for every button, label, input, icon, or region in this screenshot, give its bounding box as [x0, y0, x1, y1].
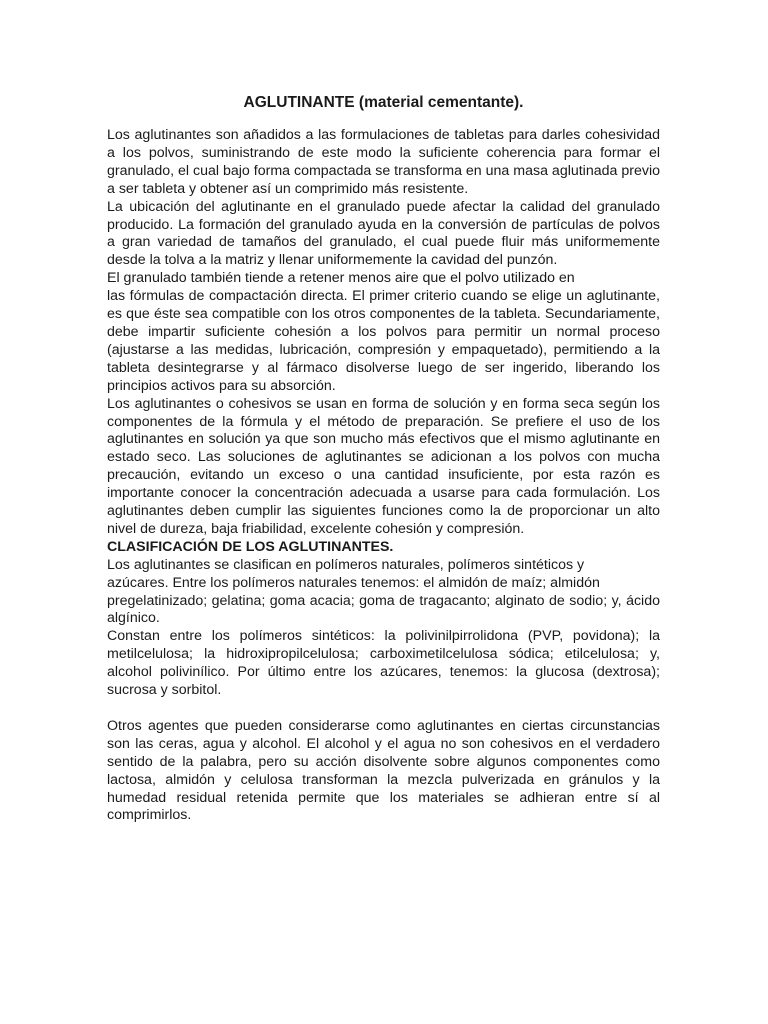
section-heading-clasificacion: CLASIFICACIÓN DE LOS AGLUTINANTES. — [107, 538, 394, 555]
paragraph-clasificacion-line1: Los aglutinantes se clasifican en polímeros naturales, polímeros sintéticos y — [107, 556, 585, 573]
paragraph-ubicacion: La ubicación del aglutinante en el granulado puede afectar la calidad del granulado producido. La formación del granulado ayuda en la conversión de partículas de polvos a gran variedad de tamaños del granulado, el cual puede fluir más uniformemente desde la tolva a la matriz y llenar uniformemente la cavidad del punzón. — [107, 198, 660, 269]
document-title: AGLUTINANTE (material cementante). — [243, 94, 524, 111]
paragraph-spacer — [107, 700, 660, 718]
paragraph-polimeros-naturales: pregelatinizado; gelatina; goma acacia; goma de tragacanto; alginato de sodio; y, ácido algínico. — [107, 592, 660, 627]
paragraph-granulado-line: El granulado también tiende a retener menos aire que el polvo utilizado en — [107, 270, 575, 287]
paragraph-criterio: las fórmulas de compactación directa. El primer criterio cuando se elige un aglutinante, es que éste sea compatible con los otros componentes de la tableta. Secundariamente, debe impartir suficiente cohesión a los polvos para permitir un normal proceso (ajustarse a las medidas, lubricación, compresión y empaquetado), permitiendo a la tableta desintegrarse y al fármaco disolverse luego de ser ingerido, liberando los principios activos para su absorción. — [107, 288, 660, 394]
paragraph-polimeros-sinteticos: Constan entre los polímeros sintéticos: la polivinilpirrolidona (PVP, povidona); la metilcelulosa; la hidroxipropilcelulosa; carboximetilcelulosa sódica; etilcelulosa; y, alcohol polivinílico. Por último entre los azúcares, tenemos: la glucosa (dextrosa); sucrosa y sorbitol. — [107, 628, 660, 699]
paragraph-clasificacion-line2: azúcares. Entre los polímeros naturales tenemos: el almidón de maíz; almidón — [107, 574, 600, 591]
paragraph-intro: Los aglutinantes son añadidos a las formulaciones de tabletas para darles cohesividad a los polvos, suministrando de este modo la suficiente coherencia para formar el granulado, el cual bajo forma compactada se transforma en una masa aglutinada previo a ser tableta y obtener así un comprimido más resistente. — [107, 127, 660, 197]
document-page — [107, 93, 660, 825]
paragraph-cohesivos: Los aglutinantes o cohesivos se usan en forma de solución y en forma seca según los componentes de la fórmula y el método de preparación. Se prefiere el uso de los aglutinantes en solución ya que son mucho más efectivos que el mismo aglutinante en estado seco. Las soluciones de aglutinantes se adicionan a los polvos con mucha precaución, evitando un exceso o una cantidad insuficiente, por esta razón es importante conocer la concentración adecuada a usarse para cada formulación. Los aglutinantes deben cumplir las siguientes funciones como la de proporcionar un alto nivel de dureza, baja friabilidad, excelente cohesión y compresión. — [107, 395, 660, 537]
paragraph-otros-agentes: Otros agentes que pueden considerarse como aglutinantes en ciertas circunstancias son las ceras, agua y alcohol. El alcohol y el agua no son cohesivos en el verdadero sentido de la palabra, pero su acción disolvente sobre algunos componentes como lactosa, almidón y celulosa transforman la mezcla pulverizada en gránulos y la humedad residual retenida permite que los materiales se adhieran entre sí al comprimirlos. — [107, 717, 660, 824]
